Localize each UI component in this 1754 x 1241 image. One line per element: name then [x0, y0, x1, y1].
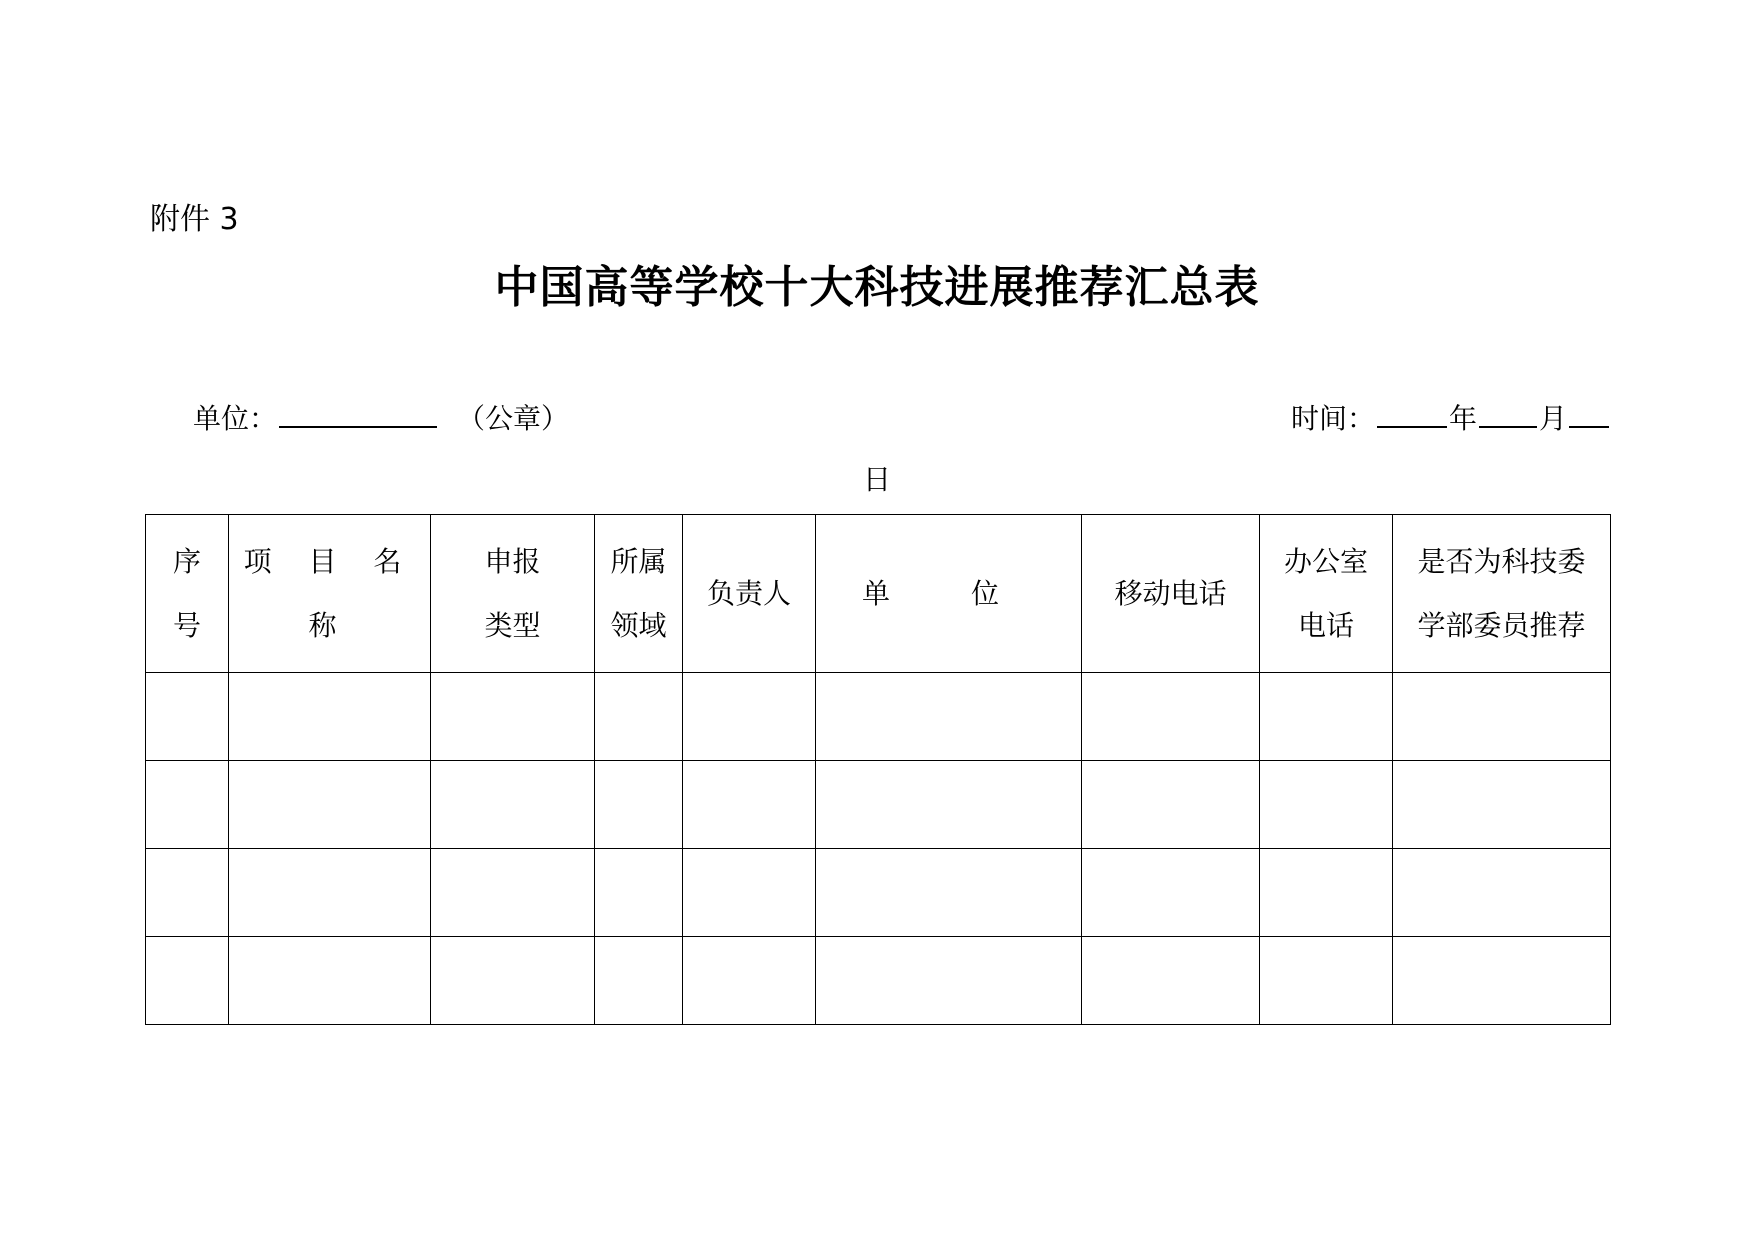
header-field-line1: 所属 [610, 544, 667, 578]
header-field-line2: 领域 [610, 608, 667, 642]
table-cell[interactable] [1260, 849, 1393, 937]
header-committee-recommend [1393, 515, 1611, 673]
table-cell[interactable] [431, 761, 595, 849]
unit-label: 单位： [193, 402, 278, 435]
table-cell[interactable] [1260, 937, 1393, 1025]
table-cell[interactable] [595, 673, 683, 761]
table-cell[interactable] [229, 761, 431, 849]
header-report-type [431, 515, 595, 673]
time-field-line [1291, 396, 1611, 439]
header-committee-recommend-line1: 是否为科技委 [1417, 544, 1586, 578]
table-cell[interactable] [146, 673, 229, 761]
table-cell[interactable] [1082, 673, 1260, 761]
year-blank[interactable] [1377, 396, 1447, 428]
table-cell[interactable] [595, 761, 683, 849]
table-cell[interactable] [595, 937, 683, 1025]
header-committee-recommend-line2: 学部委员推荐 [1417, 608, 1586, 642]
header-seq-line1: 序 [172, 544, 201, 578]
month-label: 月 [1538, 402, 1567, 435]
table-cell[interactable] [683, 849, 816, 937]
table-cell[interactable] [683, 673, 816, 761]
day-label: 日 [862, 463, 891, 496]
header-report-type-line1: 申报 [484, 544, 541, 578]
table-cell[interactable] [229, 937, 431, 1025]
table-cell[interactable] [1260, 673, 1393, 761]
table-cell[interactable] [1393, 761, 1611, 849]
header-project-name [229, 515, 431, 673]
table-cell[interactable] [1393, 849, 1611, 937]
table-header-row [146, 515, 1611, 673]
table-cell[interactable] [816, 761, 1082, 849]
header-mobile-phone-text: 移动电话 [1114, 576, 1227, 610]
table-cell[interactable] [229, 849, 431, 937]
unit-field-line [193, 396, 569, 439]
table-cell[interactable] [1082, 937, 1260, 1025]
day-blank[interactable] [1569, 396, 1609, 428]
table-cell[interactable] [1260, 761, 1393, 849]
header-office-phone-line1: 办公室 [1283, 544, 1368, 578]
table-cell[interactable] [1393, 937, 1611, 1025]
header-mobile-phone [1082, 515, 1260, 673]
table-cell[interactable] [816, 673, 1082, 761]
header-seq-line2: 号 [172, 608, 201, 642]
header-field [595, 515, 683, 673]
table-cell[interactable] [1082, 761, 1260, 849]
unit-blank[interactable] [279, 396, 437, 428]
table-cell[interactable] [146, 849, 229, 937]
year-label: 年 [1448, 402, 1477, 435]
table-cell[interactable] [431, 937, 595, 1025]
header-seq [146, 515, 229, 673]
header-leader [683, 515, 816, 673]
time-label: 时间： [1290, 402, 1375, 435]
header-office-phone [1260, 515, 1393, 673]
table-cell[interactable] [595, 849, 683, 937]
table-cell[interactable] [683, 761, 816, 849]
summary-table [145, 514, 1611, 1025]
header-unit [816, 515, 1082, 673]
table-cell[interactable] [1393, 673, 1611, 761]
table-cell[interactable] [816, 849, 1082, 937]
table-row [146, 673, 1611, 761]
header-project-name-text: 项 目 名 称 [243, 544, 416, 642]
table-cell[interactable] [146, 761, 229, 849]
table-cell[interactable] [146, 937, 229, 1025]
header-office-phone-line2: 电话 [1297, 608, 1354, 642]
header-report-type-line2: 类型 [484, 608, 541, 642]
table-row [146, 937, 1611, 1025]
month-blank[interactable] [1479, 396, 1537, 428]
seal-note: （公章） [457, 402, 570, 435]
table-cell[interactable] [683, 937, 816, 1025]
table-cell[interactable] [431, 849, 595, 937]
header-leader-text: 负责人 [706, 576, 791, 610]
table-cell[interactable] [1082, 849, 1260, 937]
page-title: 中国高等学校十大科技进展推荐汇总表 [494, 262, 1260, 313]
table-row [146, 849, 1611, 937]
header-unit-text: 单 位 [862, 576, 1035, 610]
table-row [146, 761, 1611, 849]
attachment-label: 附件 3 [150, 202, 239, 237]
table-cell[interactable] [229, 673, 431, 761]
table-cell[interactable] [816, 937, 1082, 1025]
table-cell[interactable] [431, 673, 595, 761]
